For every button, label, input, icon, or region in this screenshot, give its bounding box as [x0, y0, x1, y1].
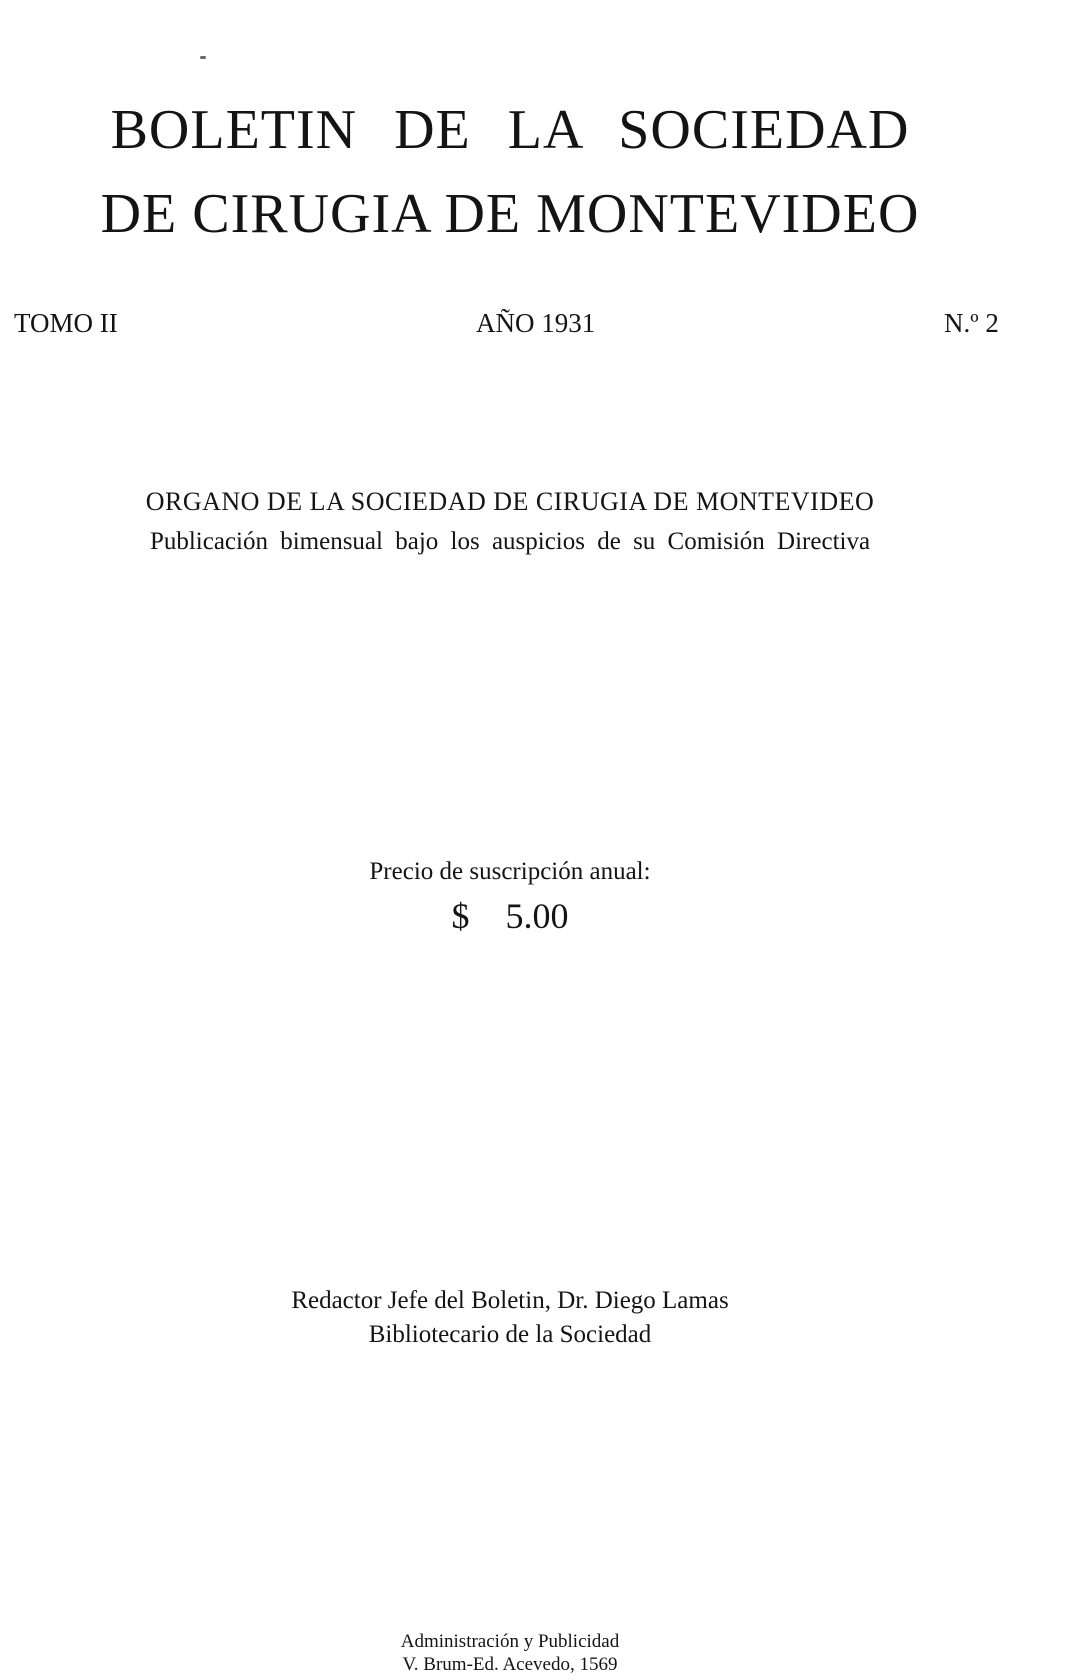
editor-line-1: Redactor Jefe del Boletin, Dr. Diego Lamas: [291, 1287, 729, 1314]
price-label: Precio de suscripción anual:: [369, 858, 651, 885]
journal-title: [0, 88, 1020, 256]
editor-credit: [0, 1284, 1020, 1352]
publication-subtitle: Publicación bimensual bajo los auspicios de su Comisión Directiva: [149, 528, 871, 555]
editor-line-2: Bibliotecario de la Sociedad: [368, 1321, 652, 1348]
issue-volume: TOMO II: [14, 308, 118, 338]
issue-year: AÑO 1931: [476, 308, 596, 338]
price-currency: $: [451, 896, 470, 936]
issue-number: N.º 2: [944, 308, 999, 338]
admin-line-1: Administración y Publicidad: [400, 1631, 620, 1652]
admin-line-2: V. Brum-Ed. Acevedo, 1569: [402, 1654, 618, 1675]
organ-statement: [0, 482, 1020, 562]
journal-title-line-1: BOLETIN DE LA SOCIEDAD: [110, 99, 910, 161]
issue-info: [14, 306, 1014, 340]
price-value: [0, 892, 1020, 940]
journal-title-line-2: DE CIRUGIA DE MONTEVIDEO: [100, 183, 920, 245]
organ-line: ORGANO DE LA SOCIEDAD DE CIRUGIA DE MONTEVIDEO: [145, 487, 875, 516]
price-amount: 5.00: [505, 896, 569, 936]
subscription-price: [0, 852, 1020, 940]
administration-footer: [0, 1630, 1020, 1676]
scan-speck: [200, 56, 206, 59]
